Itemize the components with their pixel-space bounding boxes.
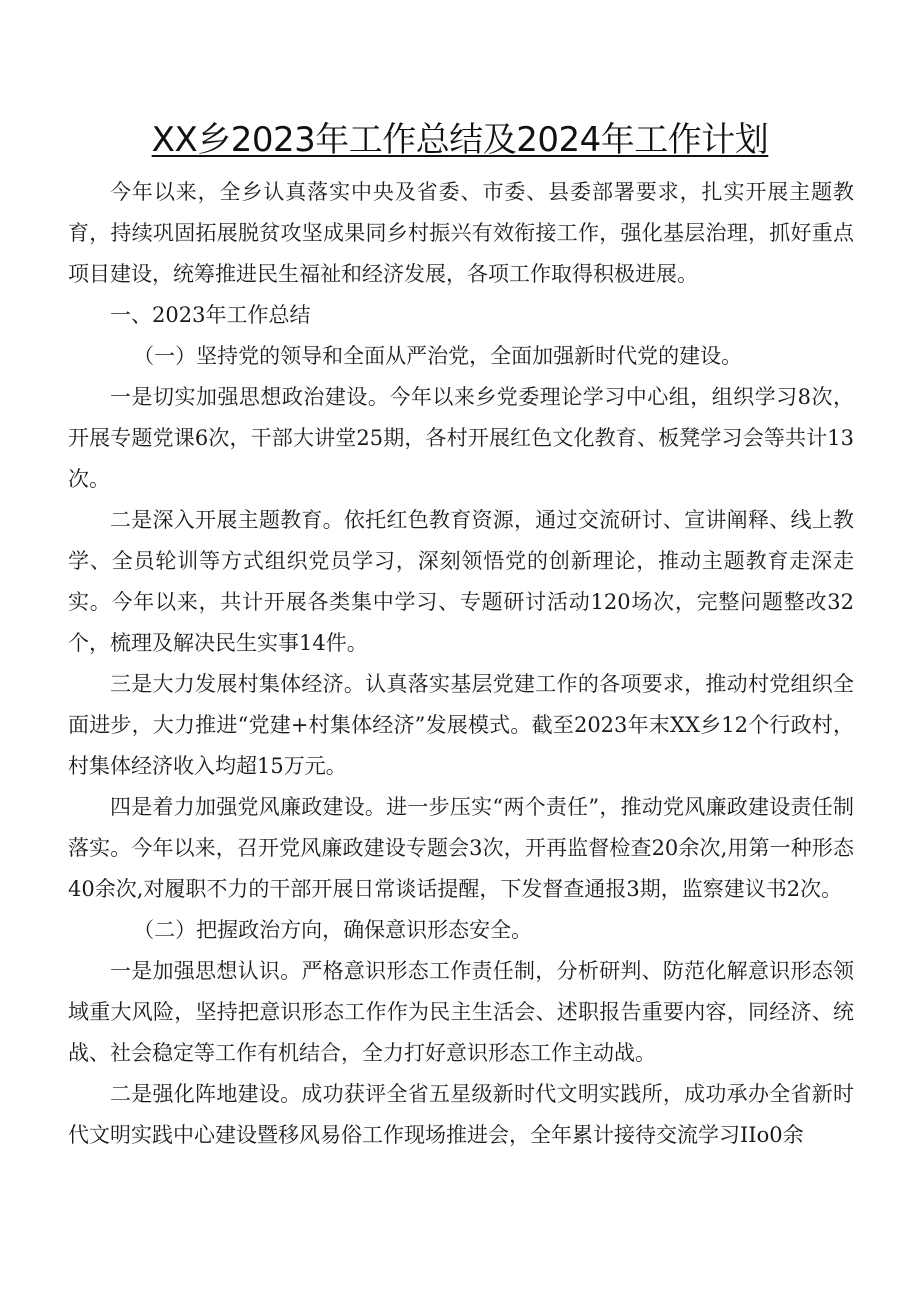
- section-heading-1: 一、2023年工作总结: [110, 303, 311, 327]
- subsection-heading-1: （一）坚持党的领导和全面从严治党，全面加强新时代党的建设。: [133, 344, 743, 368]
- document-title: [0, 118, 920, 162]
- paragraph-item-1: 一是切实加强思想政治建设。今年以来乡党委理论学习中心组，组织学习8次，开展专题党课6次，干部大讲堂25期，各村开展红色文化教育、板凳学习会等共计13次。: [68, 385, 854, 491]
- paragraph-item-5: 一是加强思想认识。严格意识形态工作责任制，分析研判、防范化解意识形态领域重大风险，坚持把意识形态工作作为民主生活会、述职报告重要内容，同经济、统战、社会稳定等工作有机结合，全力打好意识形态工作主动战。: [68, 959, 854, 1065]
- paragraph-intro: 今年以来，全乡认真落实中央及省委、市委、县委部署要求，扎实开展主题教育，持续巩固拓展脱贫攻坚成果同乡村振兴有效衔接工作，强化基层治理，抓好重点项目建设，统筹推进民生福祉和经济发展，各项工作取得积极进展。: [68, 180, 854, 286]
- paragraph-item-6: 二是强化阵地建设。成功获评全省五星级新时代文明实践所，成功承办全省新时代文明实践中心建设暨移风易俗工作现场推进会，全年累计接待交流学习IIo0余: [68, 1082, 854, 1147]
- document-title-text: XX乡2023年工作总结及2024年工作计划: [151, 120, 769, 160]
- subsection-heading-2: （二）把握政治方向，确保意识形态安全。: [133, 918, 533, 942]
- paragraph-item-3: 三是大力发展村集体经济。认真落实基层党建工作的各项要求，推动村党组织全面进步，大力推进“党建+村集体经济”发展模式。截至2023年末XX乡12个行政村，村集体经济收入均超15万元。: [68, 672, 854, 778]
- document-body: [68, 172, 854, 1156]
- paragraph-item-4: 四是着力加强党风廉政建设。进一步压实“两个责任”，推动党风廉政建设责任制落实。今年以来，召开党风廉政建设专题会3次，开再监督检查20余次,用第一种形态40余次,对履职不力的干部开展日常谈话提醒，下发督查通报3期，监察建议书2次。: [68, 795, 854, 901]
- paragraph-item-2: 二是深入开展主题教育。依托红色教育资源，通过交流研讨、宣讲阐释、线上教学、全员轮训等方式组织党员学习，深刻领悟党的创新理论，推动主题教育走深走实。今年以来，共计开展各类集中学习、专题研讨活动120场次，完整问题整改32个，梳理及解决民生实事14件。: [68, 508, 854, 655]
